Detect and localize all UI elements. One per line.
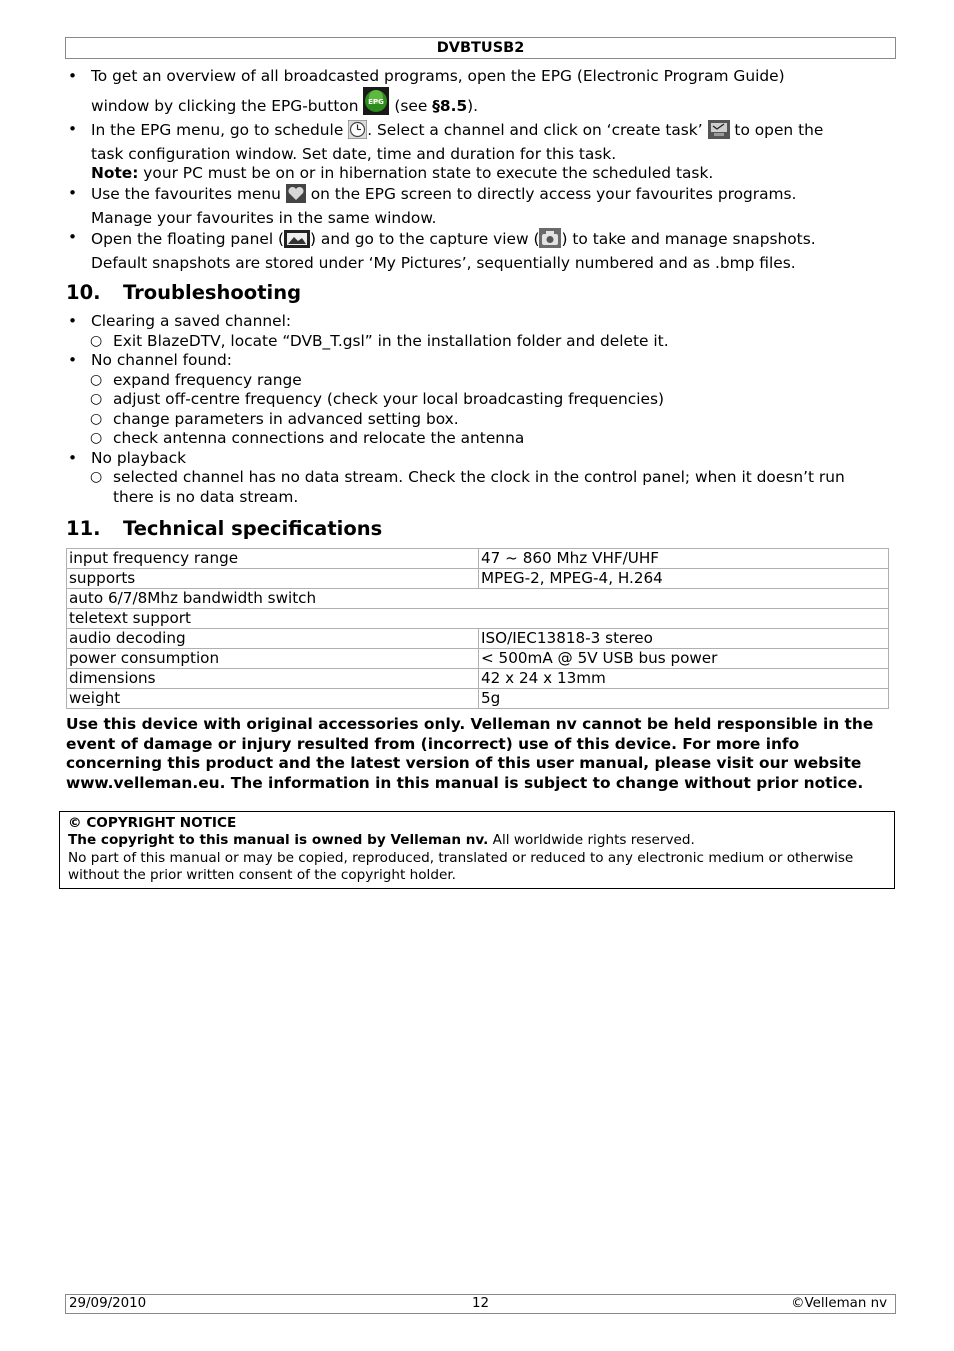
- page-number: 12: [471, 1296, 490, 1311]
- epg-button-icon: [363, 87, 389, 121]
- note-label: Note:: [91, 164, 139, 183]
- feature-bullets: [66, 67, 888, 273]
- bullet-favourites: • Use the favourites menu on the EPG screen to directly access your favourites programs. Manage your favourites in the same window.: [68, 183, 797, 227]
- table-row: teletext support: [67, 608, 889, 628]
- heart-icon: [286, 184, 306, 209]
- create-task-icon: [708, 120, 730, 145]
- troubleshooting-heading: 10. Troubleshooting: [66, 281, 302, 305]
- bullet-epg-schedule: • In the EPG menu, go to schedule . Select a channel and click on ‘create task’ to open the task configuration window. Set date, time and duration for this task. Note: your PC must be on or in hibernation state to execute the scheduled task.: [68, 120, 824, 183]
- document-title: DVBTUSB2: [436, 40, 525, 56]
- page-content: [66, 67, 888, 793]
- epg-icon-label: EPG: [368, 97, 385, 106]
- list-item: ○ expand frequency range: [90, 370, 302, 389]
- table-row: supports MPEG-2, MPEG-4, H.264: [67, 568, 889, 588]
- list-item: • Clearing a saved channel: ○ Exit BlazeDTV, locate “DVB_T.gsl” in the installation folder and delete it.: [66, 312, 888, 351]
- table-row: audio decoding ISO/IEC13818-3 stereo: [67, 628, 889, 648]
- disclaimer-text: Use this device with original accessories only. Velleman nv cannot be held responsible in the event of damage or injury resulted from (incorrect) use of this device. For more info concerning this product and the latest version of this user manual, please visit our website www.velleman.eu. The information in this manual is subject to change without prior notice.: [66, 714, 874, 792]
- troubleshooting-list: [66, 312, 888, 507]
- copyright-heading: © COPYRIGHT NOTICE: [68, 815, 237, 831]
- table-row: auto 6/7/8Mhz bandwidth switch: [67, 588, 889, 608]
- list-item: ○ Exit BlazeDTV, locate “DVB_T.gsl” in the installation folder and delete it.: [90, 331, 669, 350]
- bullet-epg-overview: • To get an overview of all broadcasted programs, open the EPG (Electronic Program Guide) window by clicking the EPG-button EPG (see §8.5).: [66, 67, 888, 120]
- specs-heading: 11. Technical specifications: [66, 516, 383, 540]
- table-row: power consumption < 500mA @ 5V USB bus power: [67, 648, 889, 668]
- copyright-notice: © COPYRIGHT NOTICE The copyright to this manual is owned by Velleman nv. All worldwide rights reserved. No part of this manual or may be copied, reproduced, translated or reduced to any electronic medium or otherwise without the prior written consent of the copyright holder.: [59, 811, 895, 889]
- list-item: ○ selected channel has no data stream. Check the clock in the control panel; when it doesn’t run there is no data stream.: [90, 468, 845, 506]
- list-item: ○ check antenna connections and relocate the antenna: [90, 429, 525, 448]
- clock-icon: [348, 120, 367, 145]
- table-row: weight 5g: [67, 688, 889, 708]
- list-item: • No channel found: ○ expand frequency range ○ adjust off-centre frequency (check your local broadcasting frequencies) ○ change parameters in advanced setting box. ○ check antenna connections and relocate the antenna: [66, 351, 888, 448]
- list-item: • No playback ○ selected channel has no data stream. Check the clock in the control panel; when it doesn’t run there is no data stream.: [66, 449, 888, 507]
- camera-icon: [539, 228, 561, 254]
- list-item: ○ adjust off-centre frequency (check your local broadcasting frequencies): [90, 390, 664, 409]
- bullet-floating-panel: • Open the floating panel ( ) and go to the capture view ( ) to take and manage snapshots. Default snapshots are stored under ‘My Pictures’, sequentially numbered and as .bmp files.: [68, 228, 816, 272]
- picture-icon: [284, 230, 310, 254]
- table-row: dimensions 42 x 24 x 13mm: [67, 668, 889, 688]
- page-footer: [65, 1294, 896, 1314]
- section-ref: §8.5: [432, 96, 468, 115]
- footer-date: 29/09/2010: [69, 1296, 147, 1311]
- specs-table: [66, 548, 889, 709]
- table-row: input frequency range 47 ~ 860 Mhz VHF/UHF: [67, 548, 889, 568]
- copyright-owner: The copyright to this manual is owned by Velleman nv.: [68, 832, 489, 849]
- document-header: [65, 37, 896, 59]
- footer-company: ©Velleman nv: [791, 1296, 887, 1311]
- copyright-body: No part of this manual or may be copied, reproduced, translated or reduced to any electronic medium or otherwise without the prior written consent of the copyright holder.: [68, 849, 854, 884]
- list-item: ○ change parameters in advanced setting box.: [90, 409, 459, 428]
